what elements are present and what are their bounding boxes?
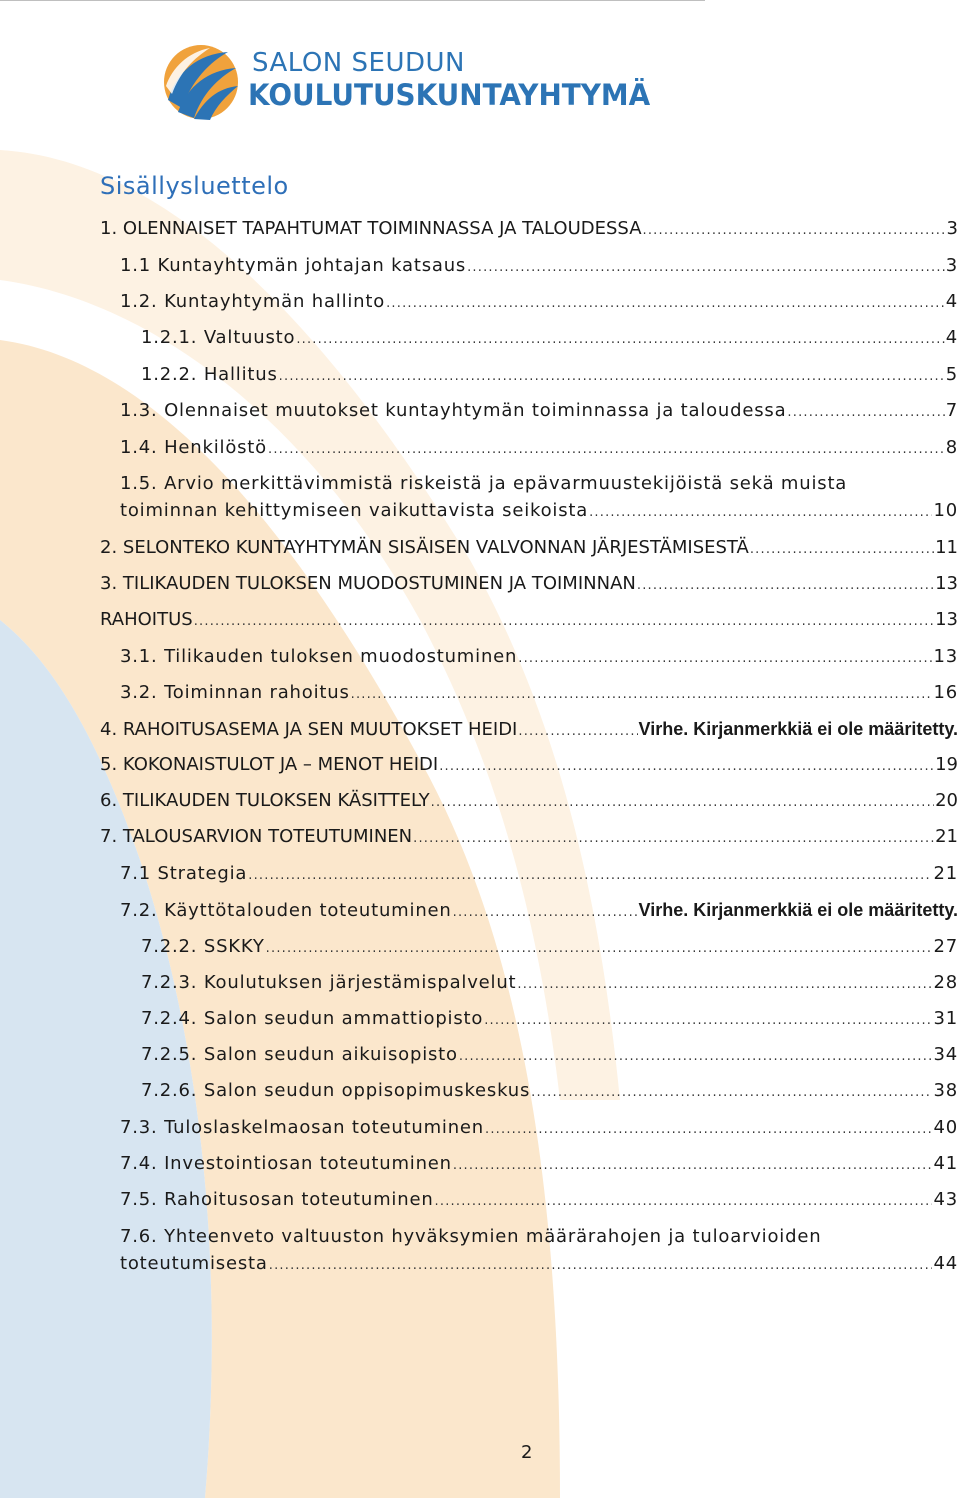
toc-leader <box>296 325 944 353</box>
toc-entry-text-line1: 7.6. Yhteenveto valtuuston hyväksymien määrärahojen ja tuloarvioiden <box>120 1226 822 1247</box>
toc-entry-page: 7 <box>945 400 958 421</box>
toc-leader <box>453 898 638 926</box>
toc-leader <box>459 1042 933 1070</box>
toc-entry-text: 7.2.2. SSKKY <box>141 936 265 957</box>
toc-leader <box>386 289 945 317</box>
toc-entry-text: 7.2.5. Salon seudun aikuisopisto <box>141 1044 458 1065</box>
toc-leader <box>485 1115 932 1143</box>
toc-entry[interactable] <box>120 1187 958 1215</box>
toc-entry-text: toteutumisesta <box>120 1253 268 1274</box>
toc-entry-page: 34 <box>933 1044 958 1065</box>
toc-entry[interactable] <box>100 788 958 816</box>
toc-leader <box>435 1187 933 1215</box>
toc-entry-text: 1. OLENNAISET TAPAHTUMAT TOIMINNASSA JA TALOUDESSA <box>100 218 642 239</box>
toc-leader <box>518 717 637 745</box>
toc-entry-page: 13 <box>935 609 958 630</box>
toc-entry[interactable] <box>100 571 958 599</box>
toc-entry-text: 1.1 Kuntayhtymän johtajan katsaus <box>120 255 467 276</box>
toc-entry-text: 7.2.3. Koulutuksen järjestämispalvelut <box>141 972 517 993</box>
toc-entry-text: 2. SELONTEKO KUNTAYHTYMÄN SISÄISEN VALVONNAN JÄRJESTÄMISESTÄ <box>100 537 749 558</box>
toc-entry-page: 13 <box>933 646 958 667</box>
toc-leader <box>439 752 934 780</box>
toc-leader <box>637 571 934 599</box>
toc-entry-page: 21 <box>933 863 958 884</box>
toc-entry-page: 27 <box>933 936 958 957</box>
toc-entry-text: 3. TILIKAUDEN TULOKSEN MUODOSTUMINEN JA TOIMINNAN <box>100 573 636 594</box>
toc-leader <box>787 398 944 426</box>
toc-entry-page: 13 <box>935 573 958 594</box>
toc-leader <box>453 1151 933 1179</box>
toc-leader <box>531 1078 932 1106</box>
toc-leader <box>248 861 932 889</box>
toc-entry[interactable] <box>120 1151 958 1179</box>
toc-entry[interactable] <box>120 435 958 463</box>
toc-entry-page: 4 <box>945 291 958 312</box>
toc-entry[interactable] <box>120 644 958 672</box>
toc-leader <box>413 824 934 852</box>
toc-leader <box>517 970 932 998</box>
toc-entry-text: 4. RAHOITUSASEMA JA SEN MUUTOKSET HEIDI <box>100 719 518 740</box>
toc-entry-text: 3.2. Toiminnan rahoitus <box>120 682 350 703</box>
toc-entry-text: 7.4. Investointiosan toteutuminen <box>120 1153 452 1174</box>
toc-entry-text: 7.2.4. Salon seudun ammattiopisto <box>141 1008 484 1029</box>
toc-leader <box>518 644 932 672</box>
toc-leader <box>279 362 945 390</box>
toc-entry-text: RAHOITUS <box>100 609 193 630</box>
toc-entry-page: 10 <box>933 500 958 521</box>
toc-entry-page: 5 <box>945 364 958 385</box>
toc-entry-page: 3 <box>945 255 958 276</box>
toc-entry-text: 7.3. Tuloslaskelmaosan toteutuminen <box>120 1117 485 1138</box>
toc-entry-text: toiminnan kehittymiseen vaikuttavista seikoista <box>120 500 589 521</box>
toc-leader <box>431 788 934 816</box>
toc-entry[interactable] <box>120 680 958 708</box>
toc-leader <box>266 934 933 962</box>
toc-entry-text: 7.1 Strategia <box>120 863 248 884</box>
toc-entry-text: 1.2.1. Valtuusto <box>141 327 296 348</box>
toc-entry-page: 20 <box>935 790 958 811</box>
toc-entry[interactable] <box>120 253 958 281</box>
toc-entry-page: 21 <box>935 826 958 847</box>
toc-leader <box>268 435 945 463</box>
toc-entry-text: 1.2. Kuntayhtymän hallinto <box>120 291 386 312</box>
toc-entry-page: 3 <box>946 218 958 239</box>
toc-entry-page: 38 <box>933 1080 958 1101</box>
toc-entry[interactable] <box>100 824 958 852</box>
toc-leader <box>269 1251 933 1279</box>
toc-entry-error: Virhe. Kirjanmerkkiä ei ole määritetty. <box>638 719 958 739</box>
toc-entry[interactable] <box>100 216 958 244</box>
toc-entry-text: 5. KOKONAISTULOT JA – MENOT HEIDI <box>100 754 439 775</box>
toc-entry[interactable] <box>120 1115 958 1143</box>
toc-entry[interactable] <box>141 362 958 390</box>
toc-entry[interactable] <box>100 607 958 635</box>
toc-entry[interactable] <box>141 1006 958 1034</box>
toc-entry[interactable] <box>120 398 958 426</box>
toc-entry-text-line1: 1.5. Arvio merkittävimmistä riskeistä ja epävarmuustekijöistä sekä muista <box>120 473 848 494</box>
toc-entry-text: 1.4. Henkilöstö <box>120 437 267 458</box>
toc-leader <box>484 1006 932 1034</box>
toc-title: Sisällysluettelo <box>100 172 289 200</box>
toc-entry-text: 7. TALOUSARVION TOTEUTUMINEN <box>100 826 413 847</box>
toc-entry-page: 31 <box>933 1008 958 1029</box>
toc-entry[interactable] <box>120 1224 958 1279</box>
logo-text-line1: SALON SEUDUN <box>252 48 465 78</box>
toc-entry-page: 44 <box>933 1253 958 1274</box>
toc-entry-page: 40 <box>933 1117 958 1138</box>
toc-entry-text: 3.1. Tilikauden tuloksen muodostuminen <box>120 646 518 667</box>
toc-entry-text: 7.5. Rahoitusosan toteutuminen <box>120 1189 434 1210</box>
toc-entry-page: 28 <box>933 972 958 993</box>
toc-entry-page: 11 <box>935 537 958 558</box>
toc-leader <box>351 680 933 708</box>
toc-entry[interactable] <box>100 716 958 745</box>
toc-entry[interactable] <box>141 934 958 962</box>
toc-entry-text: 6. TILIKAUDEN TULOKSEN KÄSITTELY <box>100 790 430 811</box>
toc-leader <box>643 216 946 244</box>
toc-leader <box>589 498 932 526</box>
toc-entry[interactable] <box>120 861 958 889</box>
toc-entry[interactable] <box>100 752 958 780</box>
toc-entry-page: 4 <box>945 327 958 348</box>
toc-leader <box>750 535 934 563</box>
toc-entry-text: 1.3. Olennaiset muutokset kuntayhtymän toiminnassa ja taloudessa <box>120 400 787 421</box>
toc-entry[interactable] <box>100 535 958 563</box>
top-rule <box>0 0 705 1</box>
toc-leader <box>194 607 934 635</box>
toc-entry-text: 7.2. Käyttötalouden toteutuminen <box>120 900 452 921</box>
toc-entry-page: 19 <box>935 754 958 775</box>
toc-entry-page: 43 <box>933 1189 958 1210</box>
logo-text-line2: KOULUTUSKUNTAYHTYMÄ <box>248 78 651 112</box>
toc-entry-page: 16 <box>933 682 958 703</box>
toc-entry[interactable] <box>141 970 958 998</box>
logo <box>158 42 658 122</box>
page-number: 2 <box>521 1442 533 1463</box>
toc-entry[interactable] <box>120 471 958 526</box>
toc-entry-text: 7.2.6. Salon seudun oppisopimuskeskus <box>141 1080 531 1101</box>
toc-entry[interactable] <box>120 897 958 926</box>
toc-entry[interactable] <box>141 1078 958 1106</box>
toc-entry[interactable] <box>120 289 958 317</box>
toc-leader <box>467 253 945 281</box>
toc-entry-text: 1.2.2. Hallitus <box>141 364 278 385</box>
toc-entry[interactable] <box>141 1042 958 1070</box>
logo-mark-icon <box>158 42 244 122</box>
toc-entry-error: Virhe. Kirjanmerkkiä ei ole määritetty. <box>638 900 958 920</box>
toc-entry[interactable] <box>141 325 958 353</box>
toc-entry-page: 41 <box>933 1153 958 1174</box>
toc-entry-page: 8 <box>945 437 958 458</box>
